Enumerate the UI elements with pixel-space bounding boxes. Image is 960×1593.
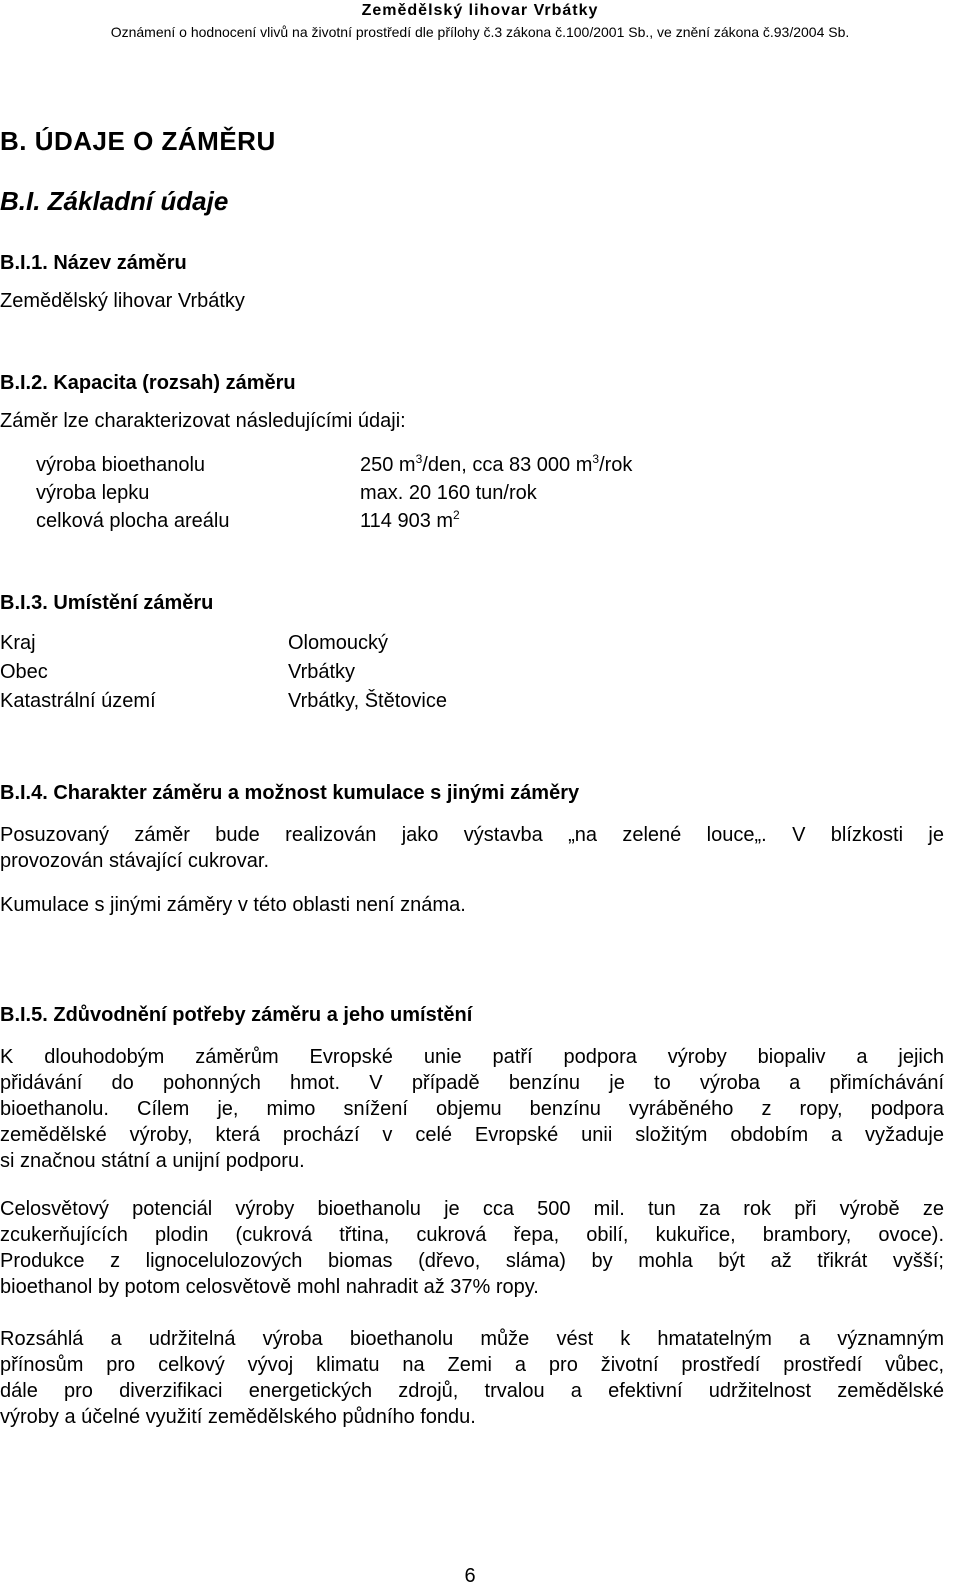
header-subtitle: Oznámení o hodnocení vlivů na životní prostředí dle přílohy č.3 zákona č.100/2001 Sb., ve znění zákona č.93/2004 Sb. <box>110 24 850 40</box>
location-label: Kraj <box>0 632 36 654</box>
capacity-value: 250 $m^3$/den, cca 83 000 $m^3$/rok <box>360 452 633 476</box>
capacity-label: výroba lepku <box>36 482 150 504</box>
section-bi-title: B.I. Základní údaje <box>0 186 229 216</box>
paragraph-line: přínosům pro celkový vývoj klimatu na Zemi a pro životní prostředí prostředí vůbec, <box>0 1354 944 1376</box>
paragraph-line: dále pro diverzifikaci energetických zdrojů, trvalou a efektivní udržitelnost zemědělské <box>0 1380 944 1402</box>
paragraph-line: Rozsáhlá a udržitelná výroba bioethanolu může vést k hmatatelným a významným <box>0 1328 944 1350</box>
bi2-heading: B.I.2. Kapacita (rozsah) záměru <box>0 372 296 394</box>
paragraph-line: K dlouhodobým záměrům Evropské unie patří podpora výroby biopaliv a jejich <box>0 1046 944 1068</box>
capacity-value: max. 20 160 tun/rok <box>360 482 537 504</box>
paragraph-line: si značnou státní a unijní podporu. <box>0 1150 305 1172</box>
location-label: Katastrální území <box>0 690 156 712</box>
page-number: 6 <box>464 1565 476 1587</box>
location-label: Obec <box>0 661 48 683</box>
section-b-title: B. ÚDAJE O ZÁMĚRU <box>0 126 276 156</box>
bi5-heading: B.I.5. Zdůvodnění potřeby záměru a jeho umístění <box>0 1004 473 1026</box>
location-value: Vrbátky, Štětovice <box>288 690 447 712</box>
location-value: Olomoucký <box>288 632 389 654</box>
header-title: Zemědělský lihovar Vrbátky <box>361 2 599 19</box>
bi3-heading: B.I.3. Umístění záměru <box>0 592 214 614</box>
paragraph-line: výroby a účelné využití zemědělského půdního fondu. <box>0 1406 476 1428</box>
bi1-heading: B.I.1. Název záměru <box>0 252 187 274</box>
paragraph-line: zcukerňujících plodin (cukrová třtina, cukrová řepa, obilí, kukuřice, brambory, ovoce). <box>0 1224 944 1246</box>
paragraph-line: bioethanol by potom celosvětově mohl nahradit až 37% ropy. <box>0 1276 539 1298</box>
paragraph-line: bioethanolu. Cílem je, mimo snížení objemu benzínu vyráběného z ropy, podpora <box>0 1098 944 1120</box>
paragraph-line: Celosvětový potenciál výroby bioethanolu je cca 500 mil. tun za rok při výrobě ze <box>0 1198 944 1220</box>
bi4-heading: B.I.4. Charakter záměru a možnost kumulace s jinými záměry <box>0 782 580 804</box>
paragraph-line: Posuzovaný záměr bude realizován jako výstavba „na zelené louce„. V blízkosti je <box>0 824 944 846</box>
bi1-text: Zemědělský lihovar Vrbátky <box>0 290 245 312</box>
paragraph-line: Produkce z lignocelulozových biomas (dřevo, sláma) by mohla být až třikrát vyšší; <box>0 1250 944 1272</box>
capacity-value: 114 903 $m^2$ <box>360 508 460 532</box>
bi5-paragraph-1 <box>0 1044 944 1174</box>
bi2-intro: Záměr lze charakterizovat následujícími údaji: <box>0 410 406 432</box>
bi5-paragraph-2 <box>0 1196 944 1300</box>
bi4-paragraph <box>0 822 944 874</box>
bi4-note: Kumulace s jinými záměry v této oblasti není známa. <box>0 894 466 916</box>
paragraph-line: přidávání do pohonných hmot. V případě benzínu je to výroba a přimíchávání <box>0 1072 944 1094</box>
capacity-label: celková plocha areálu <box>36 510 230 532</box>
capacity-label: výroba bioethanolu <box>36 454 206 476</box>
bi5-paragraph-3 <box>0 1326 944 1430</box>
paragraph-line: zemědělské výroby, která prochází v celé Evropské unii složitým obdobím a vyžaduje <box>0 1124 944 1146</box>
paragraph-line: provozován stávající cukrovar. <box>0 850 270 872</box>
location-value: Vrbátky <box>288 661 356 683</box>
